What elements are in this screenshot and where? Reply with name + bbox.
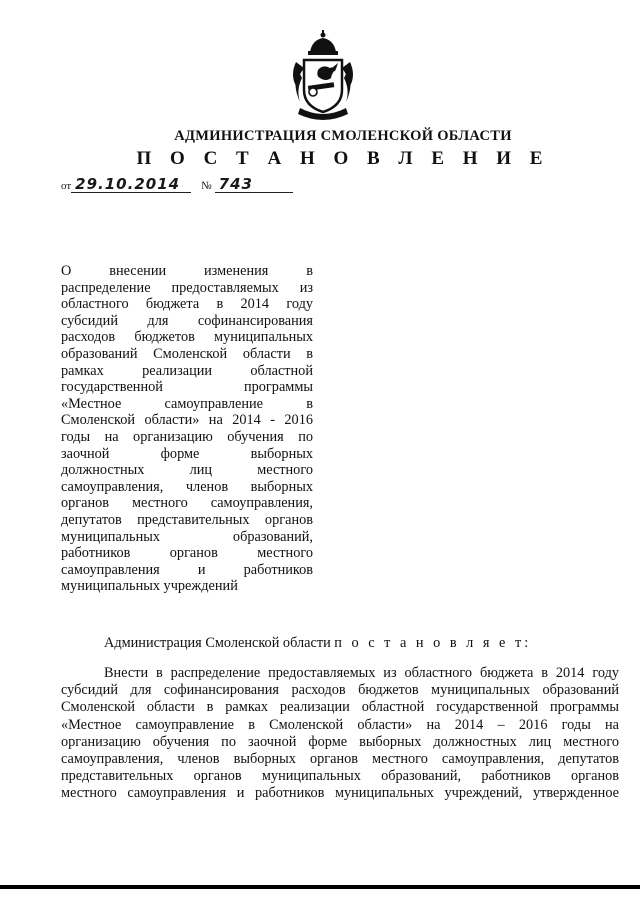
date-prefix: от [61,180,72,192]
subject-line: О внесении изменения в [61,263,313,279]
subject-line: Смоленской области» на 2014 - 2016 [61,412,313,429]
number-prefix: № [201,180,212,192]
document-meta [61,176,293,193]
subject-line: «Местное самоуправление в [61,395,313,412]
document-number: 743 [215,176,293,193]
document-type-title: П О С Т А Н О В Л Е Н И Е [136,148,550,169]
subject-line: годы на организацию обучения по [61,428,313,445]
subject-line: муниципальных учреждений [61,578,238,595]
document-date: 29.10.2014 [71,176,191,193]
body-line: самоуправления, членов выборных органов местного самоуправления, депутатов [61,751,619,768]
subject-line: государственной программы [61,379,313,396]
body-line: местного самоуправления и работников муниципальных учреждений, утвержденное [61,785,619,802]
subject-line: самоуправления и работников [61,561,313,578]
crown-icon [308,30,338,55]
subject-line: муниципальных образований, [61,528,313,545]
subject-line: распределение предоставляемых из [61,279,313,296]
subject-line: работников органов местного [61,545,313,562]
subject-line: заочной форме выборных [61,445,313,462]
subject-line: органов местного самоуправления, [61,495,313,512]
subject-line: рамках реализации областной [61,362,313,379]
body-line: субсидий для софинансирования расходов бюджетов муниципальных образований [61,682,619,699]
body-line: представительных органов муниципальных образований, работников органов [61,768,619,785]
coat-of-arms-emblem [288,30,358,120]
decree-body [61,665,619,803]
agency-name: АДМИНИСТРАЦИЯ СМОЛЕНСКОЙ ОБЛАСТИ [174,128,512,144]
body-line: «Местное самоуправление в Смоленской области» на 2014 – 2016 годы на [61,716,619,733]
subject-line: расходов бюджетов муниципальных [61,329,313,346]
subject-line: депутатов представительных органов [61,511,313,528]
decree-statement [104,635,531,652]
page-bottom-rule [0,885,640,889]
subject-line: субсидий для софинансирования [61,312,313,329]
subject-line: областного бюджета в 2014 году [61,296,313,313]
subject-line: самоуправления, членов выборных [61,478,313,495]
document-subject [61,263,313,595]
decree-lead: Администрация Смоленской области [104,635,331,651]
body-line: Внести в распределение предоставляемых из областного бюджета в 2014 году [104,665,619,681]
subject-line: должностных лиц местного [61,462,313,479]
body-line: организацию обучения по заочной форме выборных должностных лиц местного [61,733,619,750]
body-line: Смоленской области в рамках реализации областной государственной программы [61,699,619,716]
subject-line: образований Смоленской области в [61,345,313,362]
decree-verb: п о с т а н о в л я е т: [334,635,532,651]
